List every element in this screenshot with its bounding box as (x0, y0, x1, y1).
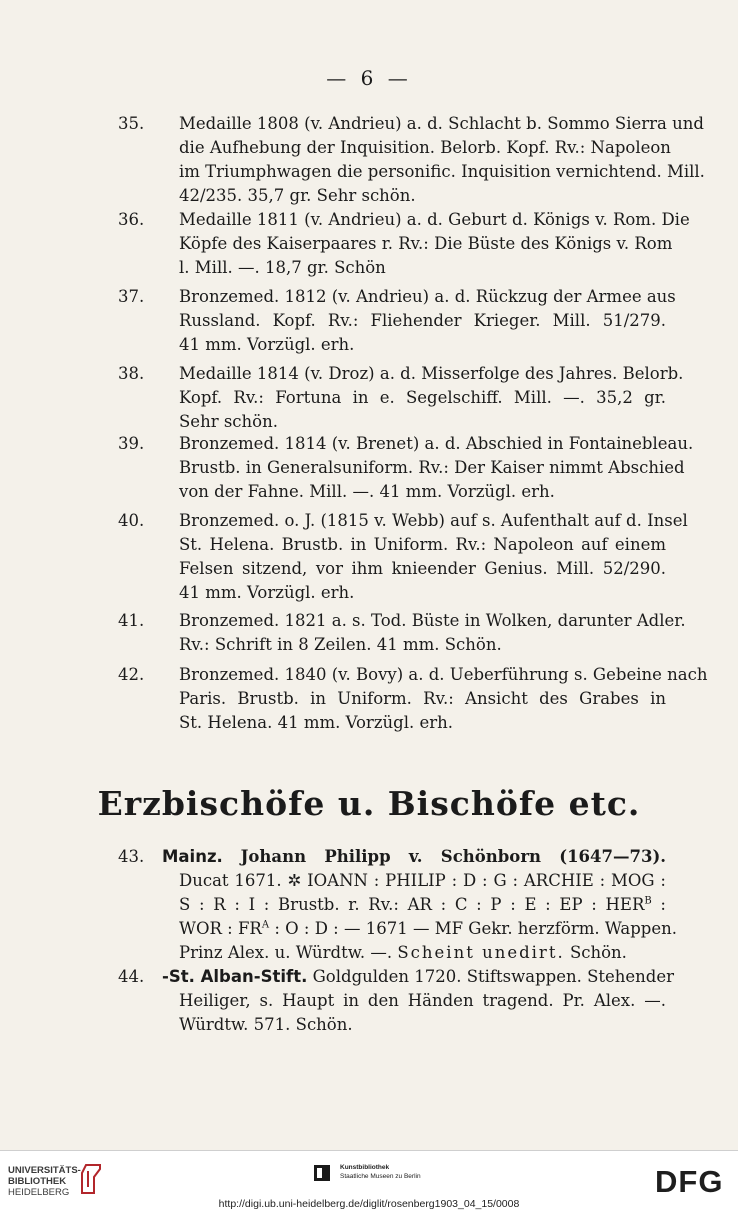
entry-number: 40. (118, 511, 145, 530)
entry-line: Medaille 1811 (v. Andrieu) a. d. Geburt d. Königs v. Rom. Die (179, 210, 690, 229)
entry-text: : O : D : — 1671 — MF Gekr. herzförm. Wappen. (269, 919, 677, 938)
dfg-logo: DFG (655, 1164, 724, 1199)
kunstbibliothek-logo-icon (314, 1165, 330, 1181)
permalink-url[interactable]: http://digi.ub.uni-heidelberg.de/diglit/rosenberg1903_04_15/0008 (218, 1198, 520, 1210)
entry-title: Johann Philipp v. Schönborn (1647—73). (240, 847, 667, 866)
kb-title: Kunstbibliothek (340, 1164, 390, 1171)
catalog-entry-40 (118, 509, 688, 605)
entry-line (179, 893, 666, 917)
entry-number: 38. (118, 364, 145, 383)
entry-line (179, 917, 677, 941)
entry-text: Prinz Alex. u. Würdtw. —. (179, 943, 393, 962)
entry-number: 37. (118, 287, 145, 306)
entry-line: l. Mill. —. 18,7 gr. Schön (179, 258, 386, 277)
entry-line: Russland. Kopf. Rv.: Fliehender Krieger. Mill. 51/279. (179, 311, 666, 330)
catalog-entry-43 (118, 845, 677, 965)
entry-text: : (651, 895, 666, 914)
catalog-entry-44 (118, 965, 675, 1037)
entry-text: WOR : FR (179, 919, 262, 938)
catalog-entry-38 (118, 362, 684, 434)
ub-line: BIBLIOTHEK (8, 1176, 67, 1187)
ub-line: HEIDELBERG (8, 1187, 70, 1198)
entry-number: 42. (118, 665, 145, 684)
entry-number: 35. (118, 114, 145, 133)
entry-line: St. Helena. 41 mm. Vorzügl. erh. (179, 713, 453, 732)
superscript: A (261, 919, 270, 931)
entry-number: 43. (118, 847, 145, 866)
catalog-entry-35 (118, 112, 705, 208)
entry-line: im Triumphwagen die personific. Inquisition vernichtend. Mill. (179, 162, 705, 181)
entry-number: 39. (118, 434, 145, 453)
section-heading: Erzbischöfe u. Bischöfe etc. (97, 784, 641, 823)
entry-text: S : R : I : Brustb. r. Rv.: AR : C : P : E : EP : HER (179, 895, 645, 914)
entry-line (179, 941, 666, 965)
entry-line: Brustb. in Generalsuniform. Rv.: Der Kaiser nimmt Abschied (179, 458, 685, 477)
entry-line: Köpfe des Kaiserpaares r. Rv.: Die Büste des Königs v. Rom (179, 234, 673, 253)
entry-line: Rv.: Schrift in 8 Zeilen. 41 mm. Schön. (179, 635, 502, 654)
entry-line: Felsen sitzend, vor ihm knieender Genius. Mill. 52/290. (179, 559, 666, 578)
entry-note: Scheint unedirt. (397, 943, 565, 962)
entry-line: von der Fahne. Mill. —. 41 mm. Vorzügl. erh. (179, 482, 555, 501)
entry-line: Bronzemed. 1814 (v. Brenet) a. d. Abschied in Fontainebleau. (179, 434, 694, 453)
entry-number: 36. (118, 210, 145, 229)
page-number: — 6 — (326, 66, 412, 90)
ub-heidelberg-logo-icon (80, 1163, 102, 1197)
entry-text: Schön. (569, 943, 627, 962)
superscript: B (644, 895, 652, 907)
ub-heidelberg-label (8, 1165, 81, 1198)
catalog-entry-41 (118, 609, 686, 657)
kb-subtitle: Staatliche Museen zu Berlin (340, 1173, 421, 1180)
entry-line: Paris. Brustb. in Uniform. Rv.: Ansicht des Grabes in (179, 689, 666, 708)
kunstbibliothek-label (340, 1163, 421, 1181)
entry-line: Bronzemed. 1821 a. s. Tod. Büste in Wolken, darunter Adler. (179, 611, 686, 630)
entry-number: 44. (118, 967, 145, 986)
entry-line: Sehr schön. (179, 412, 278, 431)
entry-line: Bronzemed. 1840 (v. Bovy) a. d. Ueberführung s. Gebeine nach (179, 665, 708, 684)
ub-line: UNIVERSITÄTS- (8, 1165, 81, 1176)
entry-line (162, 965, 675, 989)
catalog-entry-39 (118, 432, 694, 504)
entry-line: 41 mm. Vorzügl. erh. (179, 583, 355, 602)
entry-line: Kopf. Rv.: Fortuna in e. Segelschiff. Mill. —. 35,2 gr. (179, 388, 666, 407)
entry-name: -St. Alban-Stift. (162, 967, 308, 986)
entry-name: Mainz. (162, 847, 223, 866)
entry-line: Medaille 1808 (v. Andrieu) a. d. Schlacht b. Sommo Sierra und (179, 114, 704, 133)
entry-line: Bronzemed. o. J. (1815 v. Webb) auf s. Aufenthalt auf d. Insel (179, 511, 688, 530)
entry-number: 41. (118, 611, 145, 630)
entry-text: Goldgulden 1720. Stiftswappen. Stehender (312, 967, 675, 986)
entry-line: Würdtw. 571. Schön. (179, 1015, 353, 1034)
entry-line: die Aufhebung der Inquisition. Belorb. Kopf. Rv.: Napoleon (179, 138, 671, 157)
entry-line: 42/235. 35,7 gr. Sehr schön. (179, 186, 416, 205)
entry-line (162, 845, 666, 869)
entry-line: Medaille 1814 (v. Droz) a. d. Misserfolge des Jahres. Belorb. (179, 364, 684, 383)
entry-line: Bronzemed. 1812 (v. Andrieu) a. d. Rückzug der Armee aus (179, 287, 676, 306)
entry-line: St. Helena. Brustb. in Uniform. Rv.: Napoleon auf einem (179, 535, 666, 554)
entry-line: 41 mm. Vorzügl. erh. (179, 335, 355, 354)
entry-line: Ducat 1671. ✲ IOANN : PHILIP : D : G : ARCHIE : MOG : (179, 871, 666, 890)
catalog-entry-37 (118, 285, 676, 357)
catalog-entry-36 (118, 208, 690, 280)
entry-line: Heiliger, s. Haupt in den Händen tragend. Pr. Alex. —. (179, 991, 666, 1010)
catalog-entry-42 (118, 663, 708, 735)
